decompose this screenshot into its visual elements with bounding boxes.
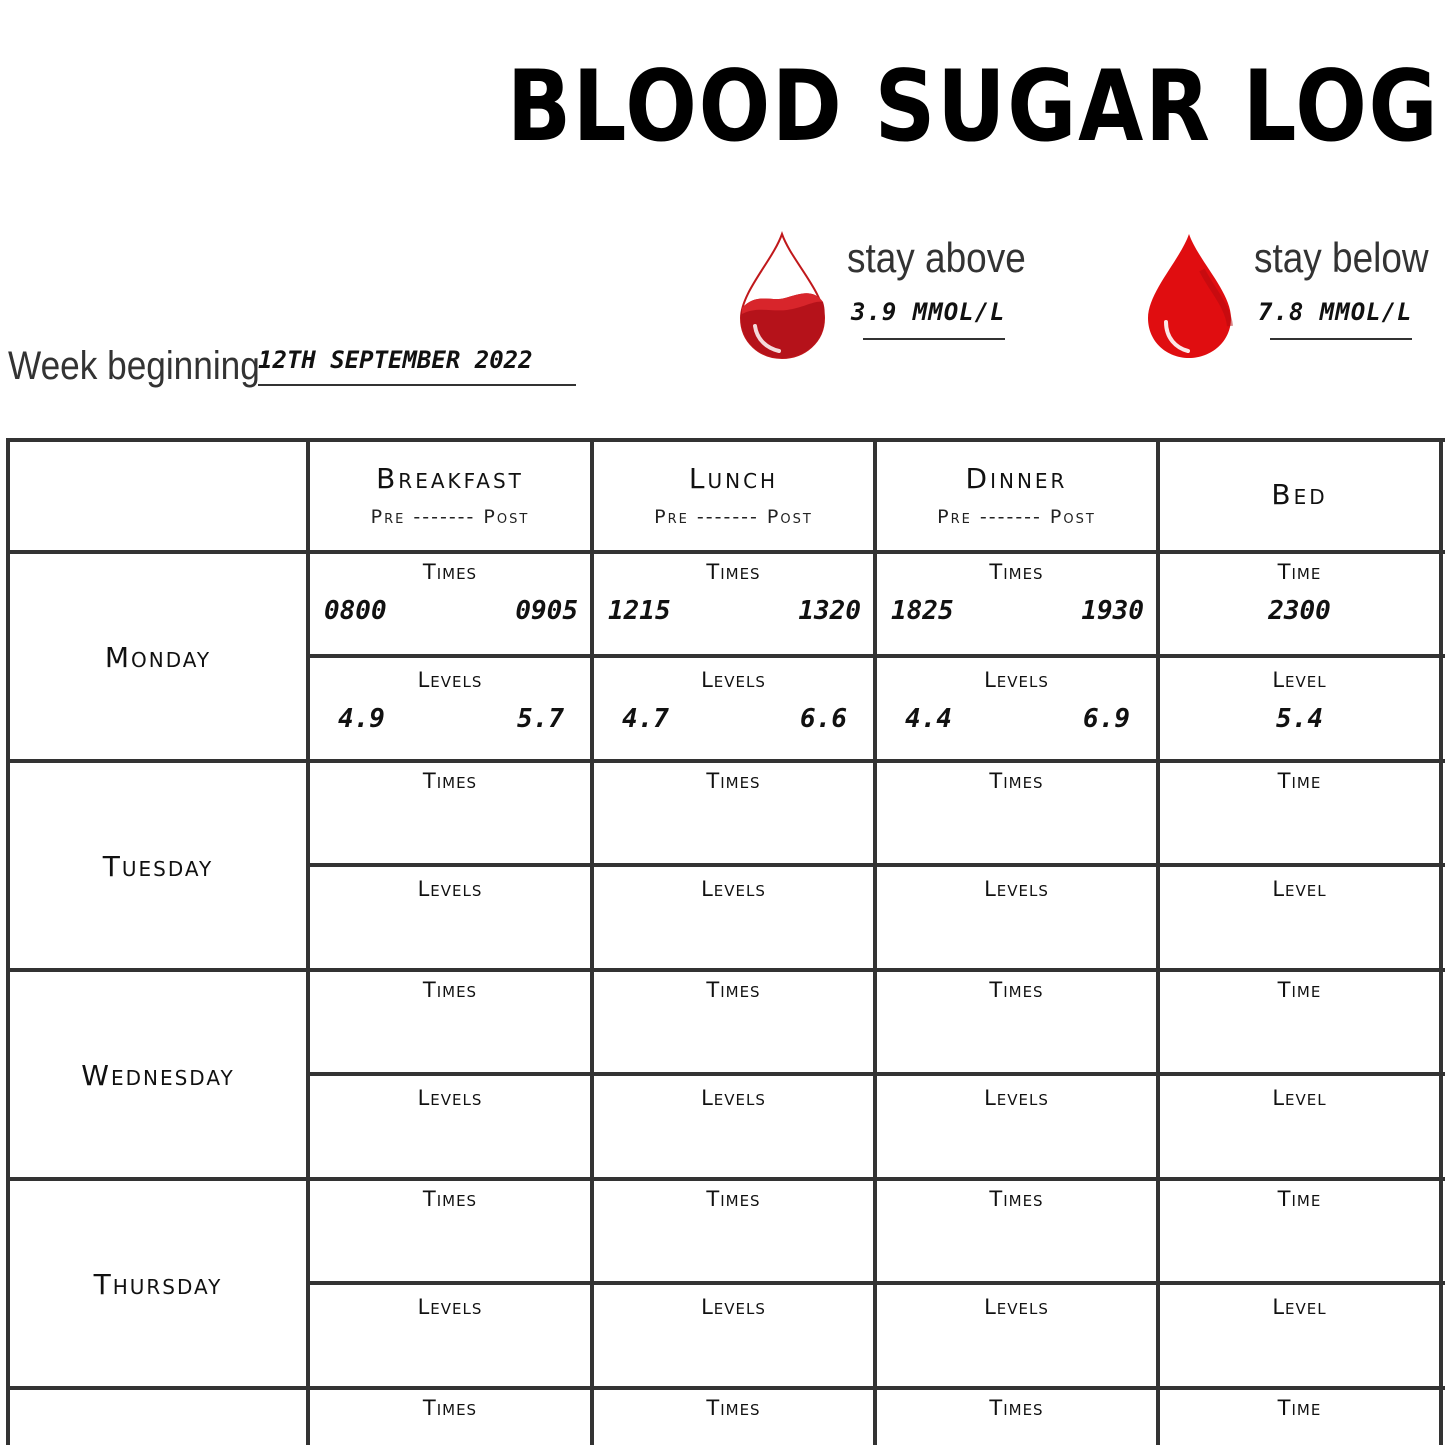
grid-line-horizontal bbox=[8, 1177, 1445, 1181]
level-entry[interactable]: 4.4 bbox=[905, 704, 952, 734]
times-label: Times bbox=[422, 978, 478, 1002]
times-label: Times bbox=[706, 1396, 761, 1420]
time-label: Time bbox=[1277, 769, 1322, 793]
levels-label: Levels bbox=[417, 668, 483, 692]
levels-label: Levels bbox=[984, 1086, 1049, 1110]
times-label: Times bbox=[422, 560, 478, 584]
level-label: Level bbox=[1272, 668, 1327, 692]
level-entry[interactable]: 4.9 bbox=[338, 704, 385, 734]
levels-label: Levels bbox=[701, 877, 766, 901]
levels-label: Levels bbox=[417, 1295, 483, 1319]
grid-line-vertical bbox=[873, 438, 877, 1445]
day-label-tuesday: Tuesday bbox=[102, 849, 214, 883]
column-header-bed: Bed bbox=[1271, 478, 1328, 511]
levels-label: Levels bbox=[984, 877, 1049, 901]
levels-label: Levels bbox=[984, 668, 1049, 692]
level-label: Level bbox=[1272, 1086, 1327, 1110]
levels-label: Levels bbox=[701, 1295, 766, 1319]
times-label: Times bbox=[706, 769, 761, 793]
levels-label: Levels bbox=[417, 1086, 483, 1110]
level-entry[interactable]: 5.7 bbox=[517, 704, 564, 734]
times-label: Times bbox=[422, 1187, 478, 1211]
level-label: Level bbox=[1272, 1295, 1327, 1319]
time-entry[interactable]: 1825 bbox=[891, 596, 954, 626]
day-label-wednesday: Wednesday bbox=[81, 1058, 235, 1092]
grid-line-horizontal bbox=[8, 550, 1445, 554]
times-label: Times bbox=[706, 560, 761, 584]
times-label: Times bbox=[706, 1187, 761, 1211]
times-label: Times bbox=[706, 978, 761, 1002]
blood-drop-half-icon bbox=[735, 230, 830, 360]
stay-above-label: stay above bbox=[847, 234, 1026, 281]
column-header-dinner: Dinner bbox=[965, 462, 1068, 495]
level-entry[interactable]: 4.7 bbox=[622, 704, 669, 734]
time-entry[interactable]: 0800 bbox=[324, 596, 387, 626]
stay-below-label: stay below bbox=[1254, 234, 1429, 281]
times-label: Times bbox=[989, 978, 1044, 1002]
levels-label: Levels bbox=[701, 1086, 766, 1110]
levels-label: Levels bbox=[701, 668, 766, 692]
time-label: Time bbox=[1277, 1396, 1322, 1420]
column-header-breakfast: Breakfast bbox=[376, 462, 524, 495]
times-label: Times bbox=[422, 1396, 478, 1420]
day-label-thursday: Thursday bbox=[93, 1267, 223, 1301]
grid-line-vertical bbox=[1156, 438, 1160, 1445]
level-entry[interactable]: 5.4 bbox=[1276, 704, 1323, 734]
times-label: Times bbox=[989, 1396, 1044, 1420]
column-subheader-pre-post: Pre ------- Post bbox=[937, 506, 1096, 528]
week-beginning-underline bbox=[258, 384, 576, 386]
level-entry[interactable]: 6.6 bbox=[800, 704, 847, 734]
target-above bbox=[735, 226, 1035, 366]
grid-line-vertical bbox=[590, 438, 594, 1445]
grid-line-horizontal bbox=[8, 438, 1445, 442]
column-header-lunch: Lunch bbox=[688, 462, 779, 495]
levels-label: Levels bbox=[417, 877, 483, 901]
grid-line-horizontal bbox=[8, 968, 1445, 972]
time-entry[interactable]: 1215 bbox=[608, 596, 671, 626]
grid-line-horizontal bbox=[8, 1386, 1445, 1390]
grid-line-vertical bbox=[1439, 438, 1443, 1445]
stay-above-value: 3.9 MMOL/L bbox=[851, 298, 1006, 326]
times-label: Times bbox=[989, 1187, 1044, 1211]
level-entry[interactable]: 6.9 bbox=[1083, 704, 1130, 734]
day-label-monday: Monday bbox=[104, 640, 212, 674]
stay-below-underline bbox=[1270, 338, 1412, 340]
page-title: BLOOD SUGAR LOG bbox=[506, 50, 1439, 164]
time-label: Time bbox=[1277, 560, 1322, 584]
column-subheader-pre-post: Pre ------- Post bbox=[654, 506, 813, 528]
time-entry[interactable]: 1930 bbox=[1081, 596, 1144, 626]
time-label: Time bbox=[1277, 1187, 1322, 1211]
target-below bbox=[1142, 226, 1442, 366]
week-beginning-value[interactable]: 12TH SEPTEMBER 2022 bbox=[258, 346, 533, 374]
times-label: Times bbox=[989, 769, 1044, 793]
time-label: Time bbox=[1277, 978, 1322, 1002]
stay-above-underline bbox=[863, 338, 1005, 340]
week-beginning-label: Week beginning bbox=[8, 344, 260, 388]
stay-below-value: 7.8 MMOL/L bbox=[1258, 298, 1413, 326]
level-label: Level bbox=[1272, 877, 1327, 901]
time-entry[interactable]: 1320 bbox=[798, 596, 861, 626]
levels-label: Levels bbox=[984, 1295, 1049, 1319]
grid-line-horizontal bbox=[8, 759, 1445, 763]
time-entry[interactable]: 2300 bbox=[1268, 596, 1331, 626]
times-label: Times bbox=[422, 769, 478, 793]
blood-drop-icon bbox=[1142, 230, 1237, 360]
column-subheader-pre-post: Pre ------- Post bbox=[370, 506, 530, 528]
time-entry[interactable]: 0905 bbox=[515, 596, 578, 626]
times-label: Times bbox=[989, 560, 1044, 584]
